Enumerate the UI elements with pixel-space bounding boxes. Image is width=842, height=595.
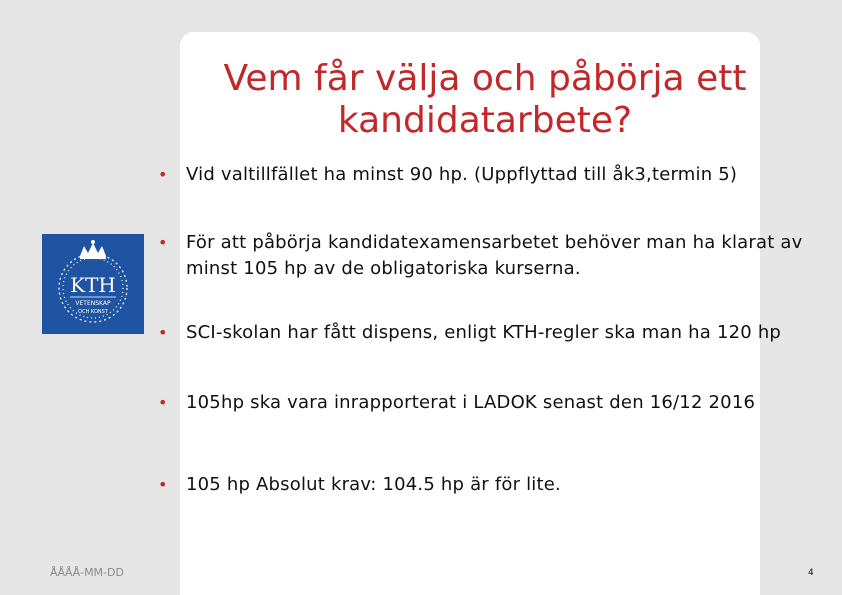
bullet-item: [150, 320, 781, 346]
page-number: 4: [808, 568, 814, 578]
bullet-item: [150, 162, 737, 188]
logo-text: KTH: [70, 273, 116, 297]
logo-motto-line2: OCH KONST: [78, 309, 108, 315]
bullet-text: Vid valtillfället ha minst 90 hp. (Uppflyttad till åk3,termin 5): [186, 164, 738, 185]
bullet-item: [150, 472, 561, 498]
bullet-text: 105 hp Absolut krav: 104.5 hp är för lite.: [186, 474, 561, 495]
bullet-dot-icon: •: [158, 323, 168, 342]
bullet-dot-icon: •: [158, 233, 168, 252]
bullet-item: [150, 230, 840, 282]
logo-motto-line1: VETENSKAP: [75, 300, 111, 307]
bullet-text: För att påbörja kandidatexamensarbetet behöver man ha klarat av minst 105 hp av de obligatoriska kurserna.: [186, 232, 803, 279]
bullet-text: SCI-skolan har fått dispens, enligt KTH-regler ska man ha 120 hp: [186, 322, 782, 343]
bullet-text: 105hp ska vara inrapporterat i LADOK senast den 16/12 2016: [186, 392, 756, 413]
footer-date: ÅÅÅÅ-MM-DD: [50, 566, 124, 579]
bullet-dot-icon: •: [158, 165, 168, 184]
bullet-dot-icon: •: [158, 393, 168, 412]
kth-logo: [42, 234, 144, 334]
kth-logo-graphic: [42, 234, 144, 334]
slide-title: Vem får välja och påbörja ett kandidatarbete?: [223, 58, 747, 141]
bullet-dot-icon: •: [158, 475, 168, 494]
bullet-item: [150, 390, 755, 416]
